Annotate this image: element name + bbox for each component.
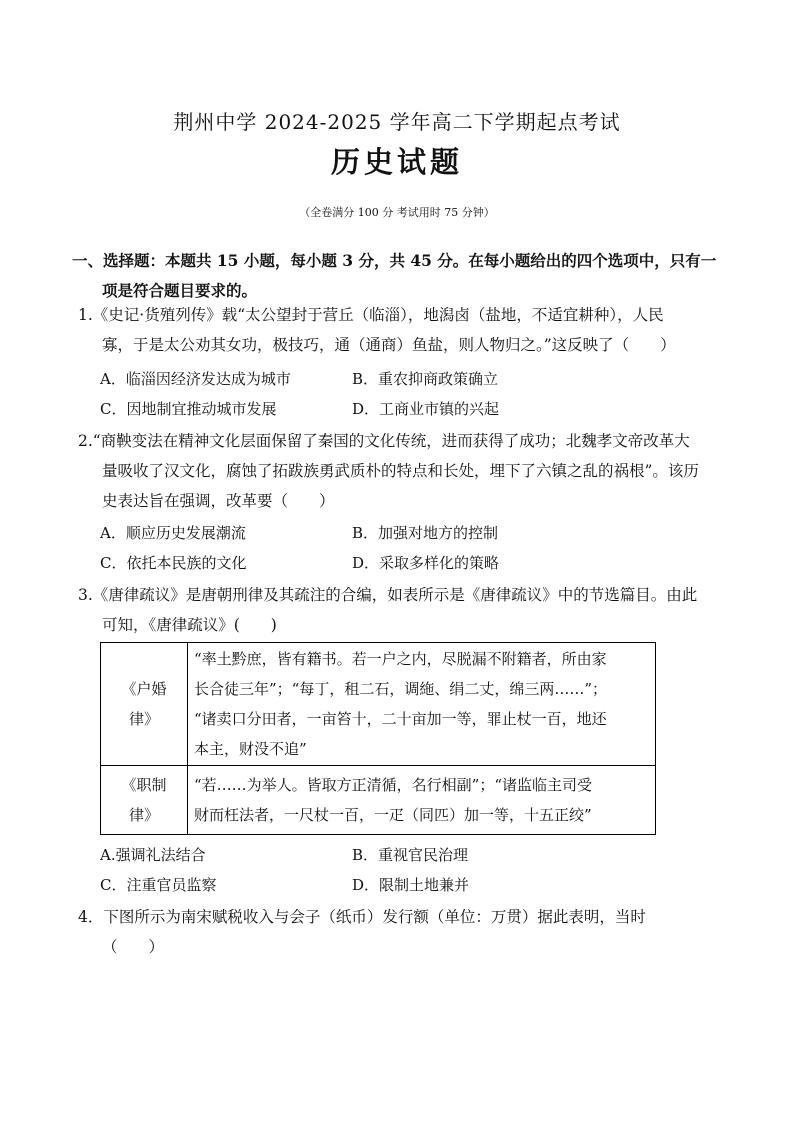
question-line: 4．下图所示为南宋赋税收入与会子（纸币）发行额（单位：万贯）据此表明，当时 — [78, 908, 646, 926]
school-title: 荆州中学 2024-2025 学年高二下学期起点考试 — [173, 110, 621, 134]
table-row — [101, 643, 656, 766]
table-row-head — [101, 643, 188, 766]
q1-option-c: C．因地制宜推动城市发展 — [100, 400, 277, 418]
q2-option-a: A．顺应历史发展潮流 — [100, 524, 246, 542]
content-line: 本主，财没不追” — [194, 740, 307, 758]
head-line: 《职制 — [121, 776, 167, 794]
head-line: 《户婚 — [121, 680, 167, 698]
content-line: “若……为举人。皆取方正清循，名行相副”；“诸监临主司受 — [194, 776, 593, 794]
question-line: 1.《史记·货殖列传》载“太公望封于营丘（临淄），地潟卤（盐地，不适宜耕种），人民 — [78, 306, 664, 324]
table-row-content — [188, 766, 656, 835]
question-line: （ ） — [102, 938, 165, 956]
question-2-stem — [78, 426, 728, 516]
table-row — [101, 766, 656, 835]
q3-option-c: C．注重官员监察 — [100, 876, 217, 894]
question-line: 可知，《唐律疏议》( ) — [102, 616, 277, 634]
q1-option-a: A．临淄因经济发达成为城市 — [100, 370, 291, 388]
question-line: 史表达旨在强调，改革要（ ） — [102, 492, 335, 510]
q1-option-d: D．工商业市镇的兴起 — [352, 400, 500, 418]
subject-title: 历史试题 — [330, 145, 463, 179]
section-line: 项是符合题目要求的。 — [102, 281, 258, 300]
content-line: 财而枉法者，一尺杖一百，一疋（同匹）加一等，十五正绞” — [194, 806, 592, 824]
question-line: 寡，于是太公劝其女功，极技巧，通（通商）鱼盐，则人物归之。”这反映了（ ） — [102, 336, 676, 354]
q3-option-b: B．重视官民治理 — [352, 846, 469, 864]
law-excerpt-table — [100, 642, 656, 835]
q2-option-d: D．采取多样化的策略 — [352, 554, 500, 572]
score-note: （全卷满分 100 分 考试用时 75 分钟） — [299, 206, 495, 219]
question-1-stem — [78, 300, 728, 360]
table-row-content — [188, 643, 656, 766]
q2-option-c: C．依托本民族的文化 — [100, 554, 247, 572]
section-heading — [72, 246, 732, 306]
head-line: 律》 — [128, 710, 159, 728]
content-line: “诸卖口分田者，一亩笞十，二十亩加一等，罪止杖一百，地还 — [194, 710, 607, 728]
q2-option-b: B．加强对地方的控制 — [352, 524, 499, 542]
q3-option-a: A.强调礼法结合 — [100, 846, 206, 864]
question-line: 3.《唐律疏议》是唐朝刑律及其疏注的合编，如表所示是《唐律疏议》中的节选篇目。由此 — [78, 586, 698, 604]
q3-option-d: D．限制土地兼并 — [352, 876, 470, 894]
head-line: 律》 — [128, 806, 159, 824]
question-4-stem — [78, 902, 728, 962]
question-line: 2.“商鞅变法在精神文化层面保留了秦国的文化传统，进而获得了成功；北魏孝文帝改革大 — [78, 432, 690, 450]
table-row-head — [101, 766, 188, 835]
question-line: 量吸收了汉文化，腐蚀了拓跋族勇武质朴的特点和长处，埋下了六镇之乱的祸根”。该历 — [102, 462, 699, 480]
section-line: 一、选择题：本题共 15 小题，每小题 3 分，共 45 分。在每小题给出的四个选项中，只有一 — [72, 251, 717, 270]
q1-option-b: B．重农抑商政策确立 — [352, 370, 499, 388]
content-line: 长合徒三年”；“每丁，租二石，调絁、绢二丈，绵三两……”； — [194, 680, 608, 698]
question-3-stem — [78, 580, 728, 640]
content-line: “率土黔庶，皆有籍书。若一户之内，尽脱漏不附籍者，所由家 — [194, 650, 607, 668]
